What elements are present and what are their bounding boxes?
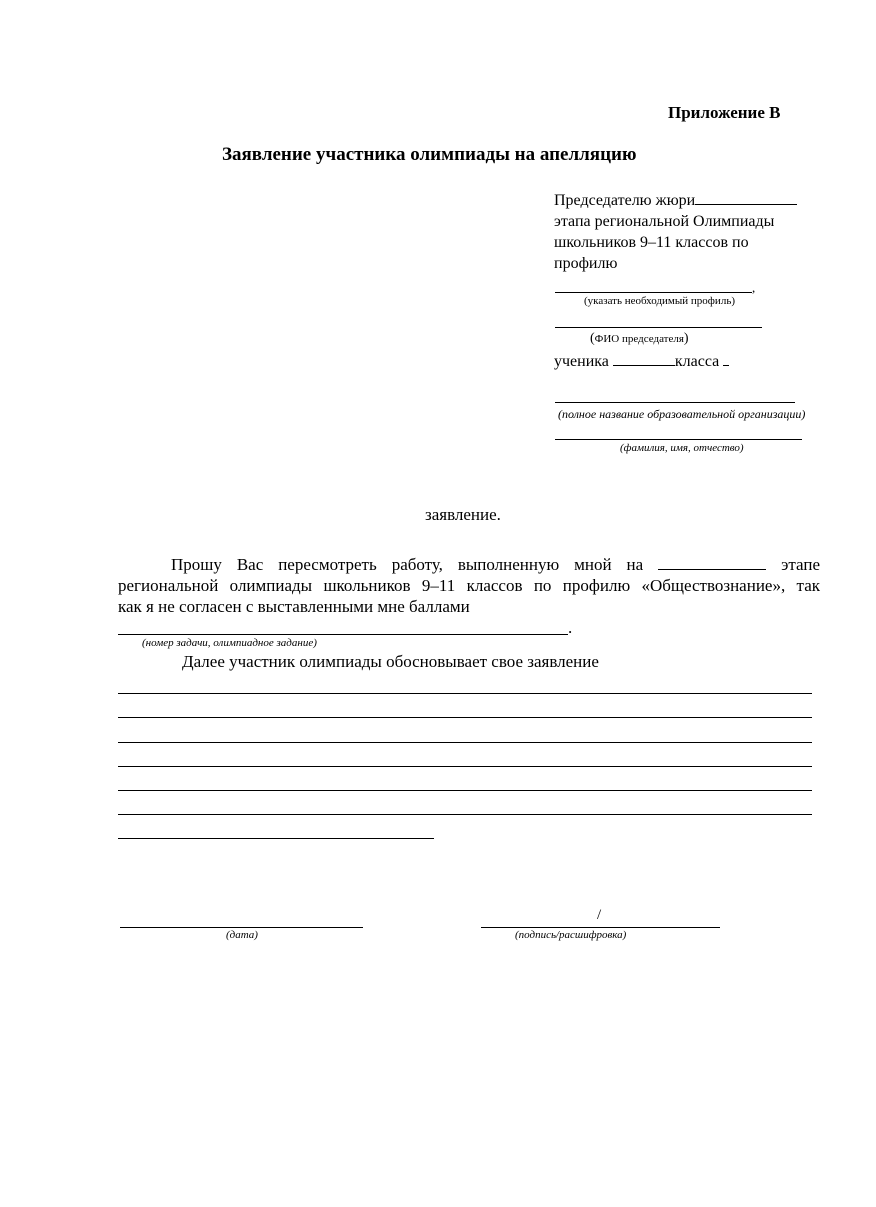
document-title: Заявление участника олимпиады на апелляцию: [222, 144, 637, 165]
date-caption: (дата): [226, 929, 258, 941]
stage-blank: [658, 569, 766, 570]
signature-caption: (подпись/расшифровка): [515, 929, 627, 941]
paragraph-line-2: региональной олимпиады школьников 9–11 классов по профилю «Обществознание», так: [118, 576, 820, 595]
statement-heading: заявление.: [425, 505, 501, 524]
student-name-caption: (фамилия, имя, отчество): [620, 442, 744, 454]
org-blank-line: [555, 402, 795, 403]
task-blank-line: [118, 634, 568, 635]
justification-line-last: [118, 838, 434, 839]
chair-name-caption: [590, 331, 689, 347]
justification-line: [118, 790, 812, 791]
profile-comma: ,: [752, 280, 756, 295]
profile-caption: (указать необходимый профиль): [584, 295, 735, 307]
student-word: ученика: [554, 353, 609, 370]
justification-line: [118, 693, 812, 694]
statement-paragraph: [118, 554, 820, 617]
class-trailing-blank: [723, 365, 729, 366]
paragraph-line-1: [118, 554, 820, 575]
student-name-blank-line: [555, 439, 802, 440]
jury-chair-blank: [695, 204, 797, 205]
justification-line: [118, 814, 812, 815]
chair-caption-close-paren: ): [683, 331, 689, 346]
signature-blank-line: [481, 927, 720, 928]
appendix-label: Приложение В: [668, 103, 781, 122]
class-number-blank: [613, 365, 675, 366]
chair-caption-open-paren: (: [590, 331, 595, 346]
task-period: .: [568, 618, 573, 637]
org-caption: (полное название образовательной организации): [558, 407, 806, 421]
address-line-profile: профилю: [554, 255, 618, 272]
paragraph-line-1-text: Прошу Вас пересмотреть работу, выполненную мной на: [171, 555, 644, 574]
chair-name-blank-line: [555, 327, 762, 328]
address-line-jury-chair: [554, 192, 797, 210]
justification-prompt: Далее участник олимпиады обосновывает свое заявление: [182, 652, 599, 671]
class-word: класса: [674, 353, 720, 370]
justification-line: [118, 717, 812, 718]
chair-caption-text: ФИО председателя: [594, 333, 684, 345]
justification-line: [118, 766, 812, 767]
paragraph-line-3: как я не согласен с выставленными мне баллами: [118, 597, 470, 616]
date-blank-line: [120, 927, 363, 928]
address-line-jury-chair-text: Председателю жюри: [554, 192, 696, 209]
paragraph-line-1-stage-word: этапе: [781, 555, 821, 574]
address-line-stage: этапа региональной Олимпиады: [554, 213, 775, 230]
task-caption: (номер задачи, олимпиадное задание): [142, 637, 317, 649]
address-line-school: школьников 9–11 классов по: [554, 234, 749, 251]
student-class-line: [554, 353, 729, 371]
justification-line: [118, 742, 812, 743]
profile-blank-line: [555, 292, 752, 293]
signature-slash: /: [597, 907, 602, 923]
